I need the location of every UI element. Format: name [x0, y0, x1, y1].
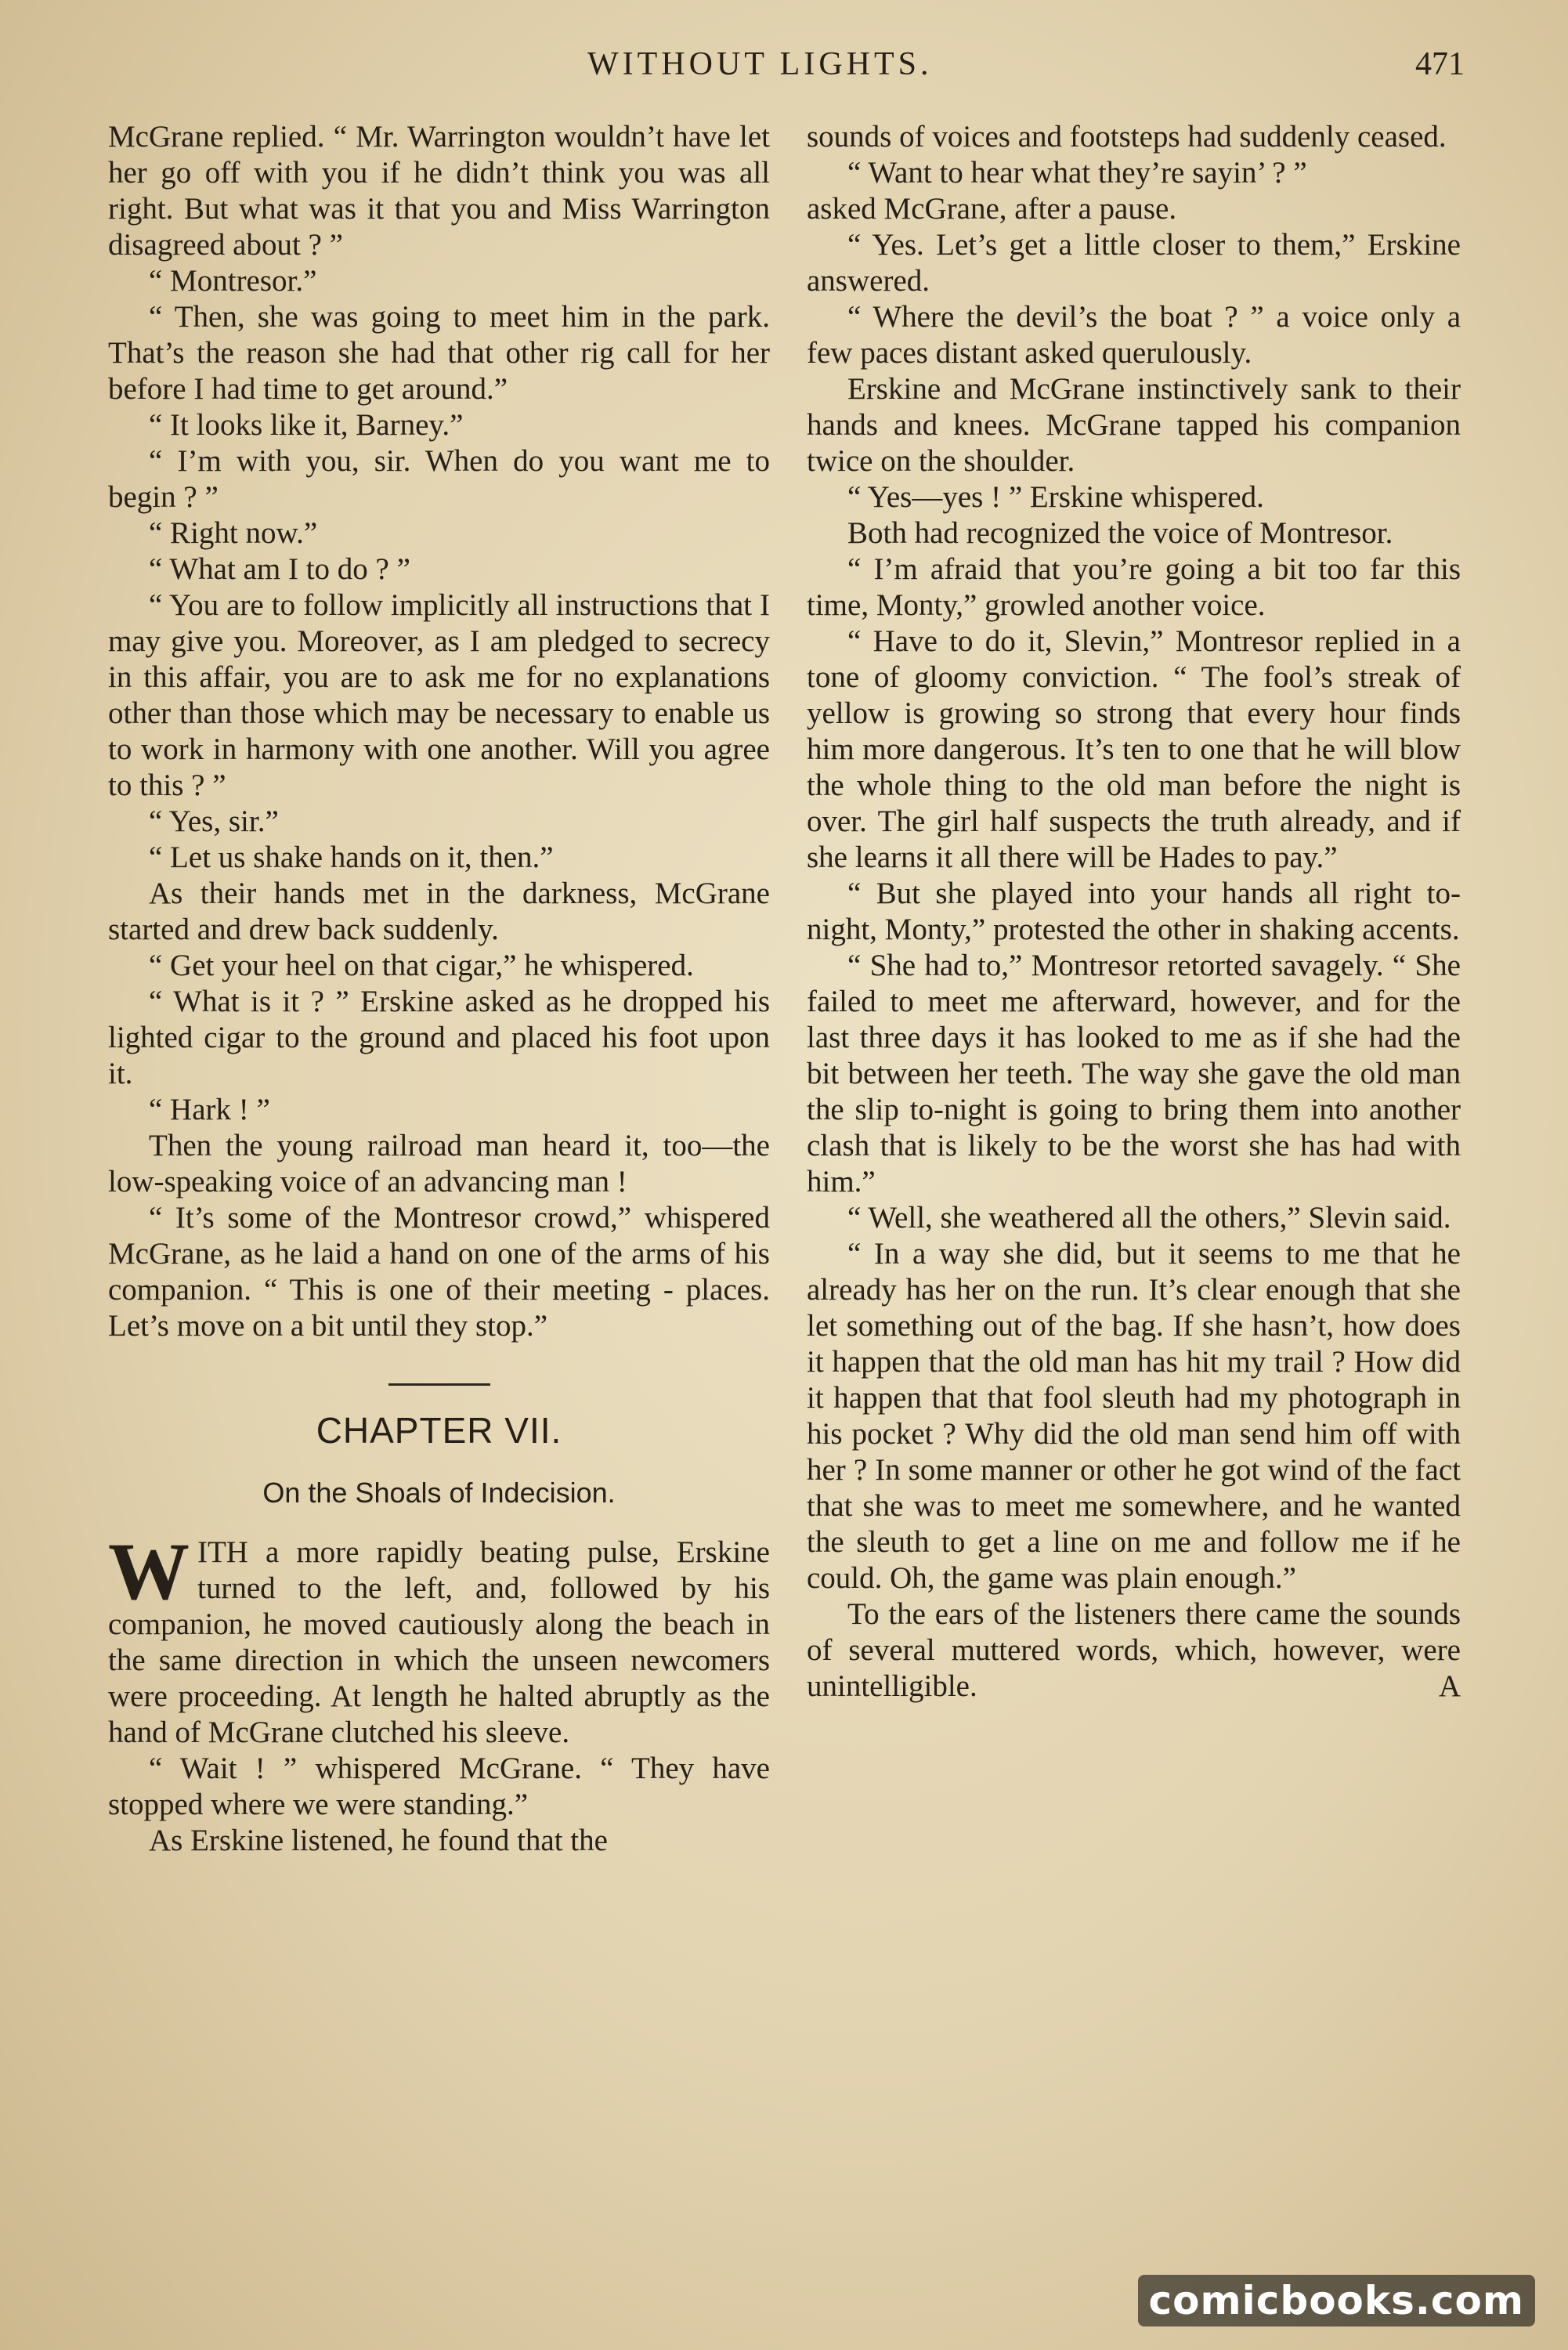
chapter-opening-paragraph: [108, 1527, 770, 1751]
site-watermark: comicbooks.com: [1138, 2275, 1535, 2326]
chapter-heading: CHAPTER VII.: [316, 1410, 562, 1451]
paragraph: “ What is it ? ” Erskine asked as he dropped his lighted cigar to the ground and placed his foot upon it.: [108, 985, 770, 1090]
paragraph: “ But she played into your hands all right to-night, Monty,” protested the other in shaking accents.: [807, 877, 1461, 946]
paragraph: “ You are to follow implicitly all instructions that I may give you. Moreover, as I am pledged to secrecy in this affair, you are to ask me for no explanations other than those which may be necessary to enable us to work in harmony with one another. Will you agree to this ? ”: [108, 588, 770, 802]
paragraph: “ I’m afraid that you’re going a bit too far this time, Monty,” growled another voice.: [807, 552, 1461, 622]
paragraph: “ It’s some of the Montresor crowd,” whispered McGrane, as he laid a hand on one of the arms of his companion. “ This is one of their meeting - places. Let’s move on a bit until they stop.”: [108, 1201, 770, 1343]
running-head: [0, 45, 1568, 92]
left-column: [108, 119, 770, 1859]
paragraph: To the ears of the listeners there came the sounds of several muttered words, which, however, were unintelligible. A: [807, 1597, 1461, 1703]
paragraph: “ Well, she weathered all the others,” Slevin said.: [847, 1201, 1451, 1235]
paragraph: “ Where the devil’s the boat ? ” a voice only a few paces distant asked querulously.: [807, 300, 1461, 370]
page-number: 471: [1415, 46, 1465, 82]
paragraph: Erskine and McGrane instinctively sank to their hands and knees. McGrane tapped his companion twice on the shoulder.: [807, 372, 1461, 478]
paragraph: McGrane replied. “ Mr. Warrington wouldn’t have let her go off with you if he didn’t think you was all right. But what was it that you and Miss Warrington disagreed about ? ”: [108, 120, 770, 262]
paragraph: sounds of voices and footsteps had suddenly ceased.: [807, 120, 1447, 154]
paragraph: “ What am I to do ? ”: [149, 552, 410, 586]
paragraph: “ Want to hear what they’re sayin’ ? ”: [847, 156, 1307, 190]
paragraph: “ Get your heel on that cigar,” he whispered.: [149, 949, 694, 982]
paragraph: “ Yes—yes ! ” Erskine whispered.: [847, 480, 1264, 514]
chapter-subtitle: On the Shoals of Indecision.: [262, 1477, 616, 1509]
paragraph: asked McGrane, after a pause.: [807, 192, 1177, 226]
paragraph: Then the young railroad man heard it, too—the low-speaking voice of an advancing man !: [108, 1129, 770, 1198]
paragraph: “ It looks like it, Barney.”: [149, 408, 464, 442]
paragraph: Both had recognized the voice of Montresor.: [847, 516, 1393, 550]
drop-cap: W: [108, 1527, 190, 1617]
paragraph: “ Wait ! ” whispered McGrane. “ They have stopped where we were standing.”: [108, 1752, 770, 1821]
paragraph: “ In a way she did, but it seems to me that he already has her on the run. It’s clear enough that she let something out of the bag. If she hasn’t, how does it happen that the old man has hit my trail ? How did it happen that that fool sleuth had my photograph in his pocket ? Why did the old man send him off with her ? In some manner or other he got wind of the fact that she was to meet me somewhere, and he wanted the sleuth to get a line on me and follow me if he could. Oh, the game was plain enough.”: [807, 1237, 1461, 1595]
paragraph: “ Yes, sir.”: [149, 804, 279, 838]
paragraph: “ Then, she was going to meet him in the park. That’s the reason she had that other rig call for her before I had time to get around.”: [108, 300, 770, 406]
running-title: WITHOUT LIGHTS.: [587, 46, 933, 82]
paragraph: “ She had to,” Montresor retorted savagely. “ She failed to meet me afterward, however, and for the last three days it has looked to me as if she had the bit between her teeth. The way she gave the old man the slip to-night is going to bring them into another clash that is likely to be the worst she has had with him.”: [807, 949, 1461, 1198]
paragraph: “ Yes. Let’s get a little closer to them,” Erskine answered.: [807, 228, 1461, 298]
paragraph: As Erskine listened, he found that the: [149, 1824, 608, 1857]
paragraph: “ Have to do it, Slevin,” Montresor replied in a tone of gloomy conviction. “ The fool’s streak of yellow is growing so strong that every hour finds him more dangerous. It’s ten to one that he will blow the whole thing to the old man before the night is over. The girl half suspects the truth already, and if she learns it all there will be Hades to pay.”: [807, 624, 1461, 874]
paragraph: “ I’m with you, sir. When do you want me to begin ? ”: [108, 444, 770, 514]
paragraph: “ Montresor.”: [149, 264, 317, 298]
section-divider: [388, 1383, 490, 1386]
right-column: [807, 119, 1461, 1705]
paragraph: As their hands met in the darkness, McGrane started and drew back suddenly.: [108, 877, 770, 946]
paragraph: “ Right now.”: [149, 516, 318, 550]
chapter-opening-text: ITH a more rapidly beating pulse, Erskine turned to the left, and, followed by his companion, he moved cautiously along the beach in the same direction in which the unseen newcomers were proceeding. At length he halted abruptly as the hand of McGrane clutched his sleeve.: [108, 1535, 770, 1749]
paragraph: “ Hark ! ”: [149, 1093, 270, 1126]
paragraph: “ Let us shake hands on it, then.”: [149, 841, 554, 874]
